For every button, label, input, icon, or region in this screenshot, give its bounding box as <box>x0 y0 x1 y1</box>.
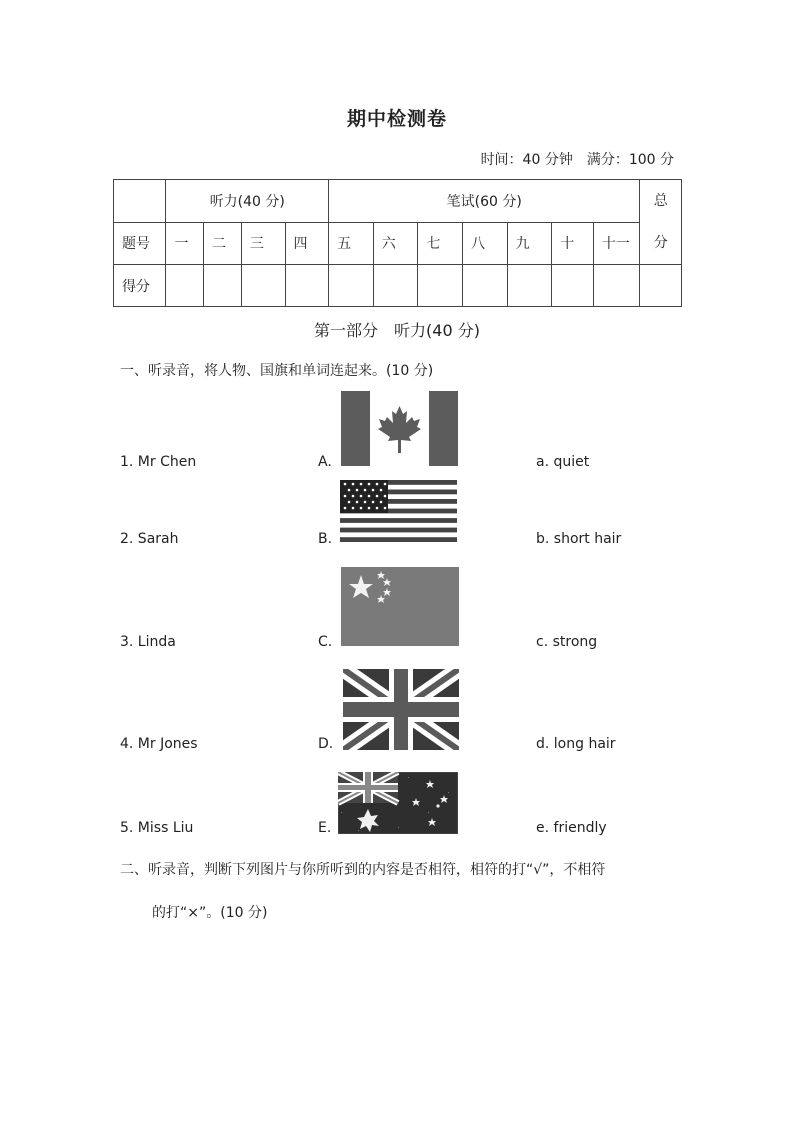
page-title: 期中检测卷 <box>346 108 447 130</box>
q-number: 二 <box>204 222 242 265</box>
person-item: 3. Linda <box>120 634 176 650</box>
person-item: 5. Miss Liu <box>120 820 194 836</box>
listening-header: 听力(40 分) <box>166 180 329 223</box>
score-cell[interactable] <box>418 265 463 307</box>
score-cell[interactable] <box>204 265 242 307</box>
score-cell[interactable] <box>329 265 374 307</box>
q-number: 七 <box>418 222 463 265</box>
score-cell[interactable] <box>166 265 204 307</box>
score-table <box>113 179 682 307</box>
question-number-label: 题号 <box>114 222 166 265</box>
score-cell[interactable] <box>373 265 418 307</box>
flag-letter: A. <box>318 454 332 470</box>
q-number: 十一 <box>593 222 640 265</box>
score-table-corner <box>114 180 166 223</box>
china-flag-icon <box>341 567 459 646</box>
question-2-instruction-line2: 的打“×”。(10 分) <box>152 905 268 921</box>
word-item: a. quiet <box>536 454 590 470</box>
total-header <box>640 180 682 265</box>
score-label: 得分 <box>114 265 166 307</box>
flag-letter: D. <box>318 736 334 752</box>
score-cell[interactable] <box>640 265 682 307</box>
person-item: 2. Sarah <box>120 531 179 547</box>
score-cell[interactable] <box>593 265 640 307</box>
q-number: 六 <box>373 222 418 265</box>
q-number: 五 <box>329 222 374 265</box>
score-cell[interactable] <box>507 265 552 307</box>
person-item: 1. Mr Chen <box>120 454 197 470</box>
exam-meta: 时间：40 分钟 满分：100 分 <box>480 152 674 168</box>
person-item: 4. Mr Jones <box>120 736 198 752</box>
part-heading: 第一部分 听力(40 分) <box>314 321 480 340</box>
word-item: e. friendly <box>536 820 607 836</box>
writing-header: 笔试(60 分) <box>329 180 640 223</box>
flag-letter: B. <box>318 531 333 547</box>
q-number: 四 <box>285 222 329 265</box>
score-cell[interactable] <box>552 265 594 307</box>
q-number: 八 <box>462 222 507 265</box>
word-item: d. long hair <box>536 736 616 752</box>
canada-flag-icon <box>341 391 458 466</box>
uk-flag-icon <box>343 669 459 750</box>
total-top: 总 <box>653 193 668 209</box>
score-cell[interactable] <box>462 265 507 307</box>
total-bottom: 分 <box>653 235 668 251</box>
score-cell[interactable] <box>241 265 285 307</box>
word-item: b. short hair <box>536 531 622 547</box>
question-1-instruction: 一、听录音，将人物、国旗和单词连起来。(10 分) <box>120 363 434 379</box>
usa-flag-icon <box>340 480 457 542</box>
word-item: c. strong <box>536 634 598 650</box>
score-cell[interactable] <box>285 265 329 307</box>
flag-letter: E. <box>318 820 332 836</box>
q-number: 十 <box>552 222 594 265</box>
q-number: 九 <box>507 222 552 265</box>
australia-flag-icon <box>338 772 458 834</box>
q-number: 三 <box>241 222 285 265</box>
flag-letter: C. <box>318 634 333 650</box>
question-2-instruction-line1: 二、听录音，判断下列图片与你所听到的内容是否相符，相符的打“√”，不相符 <box>120 862 606 878</box>
q-number: 一 <box>166 222 204 265</box>
